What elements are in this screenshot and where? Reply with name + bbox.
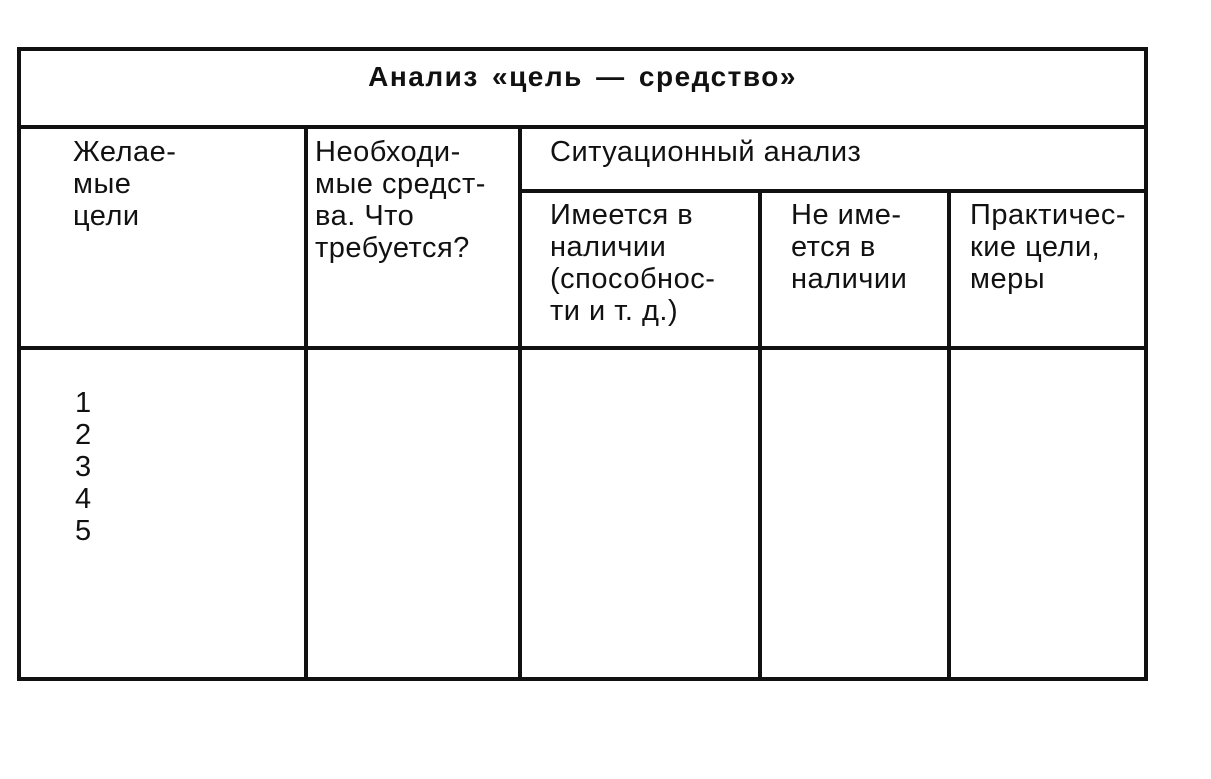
row-number: 2: [75, 419, 92, 451]
column-divider-1: [304, 125, 308, 681]
column-divider-2: [518, 125, 522, 681]
row-number: 5: [75, 515, 92, 547]
row-number: 4: [75, 483, 92, 515]
header-practical-goals: Практичес- кие цели, меры: [970, 199, 1126, 295]
column-divider-4: [947, 189, 951, 681]
table-border-left: [17, 47, 21, 681]
row-numbers-list: [75, 387, 91, 547]
table-title: Анализ «цель — средство»: [368, 61, 797, 92]
column-divider-3: [758, 189, 762, 681]
row-number: 3: [75, 451, 92, 483]
row-number: 1: [75, 387, 92, 419]
header-body-separator: [17, 346, 1148, 350]
header-desired-goals: Желае- мые цели: [73, 136, 177, 232]
table-border-top: [17, 47, 1148, 51]
header-situational-analysis: Ситуационный анализ: [550, 136, 862, 168]
goal-means-analysis-table: [17, 47, 1148, 681]
title-separator: [17, 125, 1148, 129]
header-not-available: Не име- ется в наличии: [791, 199, 908, 295]
situational-subheader-separator: [519, 189, 1148, 193]
table-border-right: [1144, 47, 1148, 681]
header-necessary-means: Необходи- мые средст- ва. Что требуется?: [315, 136, 486, 264]
header-available: Имеется в наличии (способнос- ти и т. д.): [550, 199, 716, 327]
table-border-bottom: [17, 677, 1148, 681]
